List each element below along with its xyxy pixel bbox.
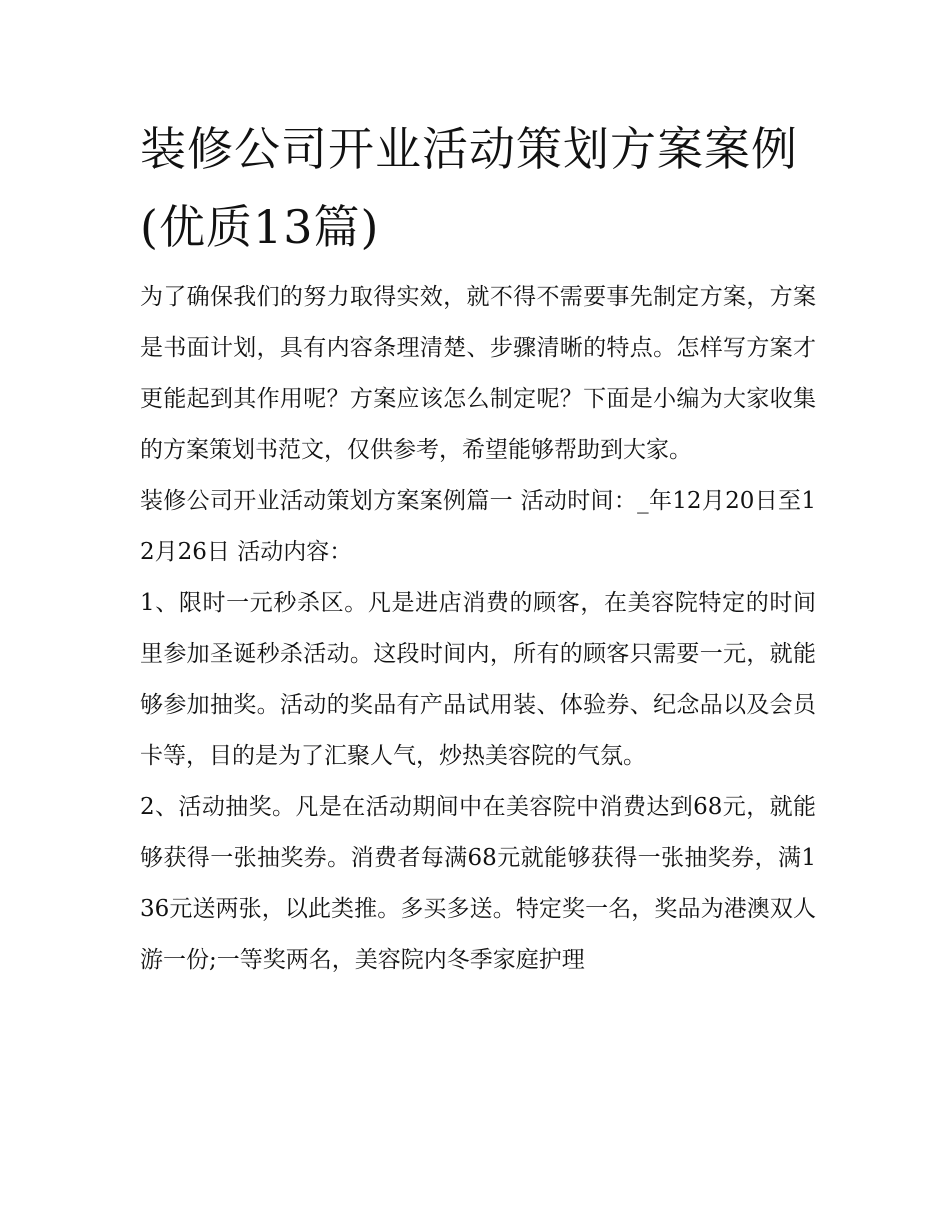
- document-body: [140, 110, 816, 986]
- document-title: 装修公司开业活动策划方案案例(优质13篇): [140, 122, 798, 254]
- intro-paragraph: 为了确保我们的努力取得实效，就不得不需要事先制定方案，方案是书面计划，具有内容条理清楚、步骤清晰的特点。怎样写方案才更能起到其作用呢？方案应该怎么制定呢？下面是小编为大家收集的方案策划书范文，仅供参考，希望能够帮助到大家。: [140, 284, 816, 463]
- activity-item-2: 2、活动抽奖。凡是在活动期间中在美容院中消费达到68元，就能够获得一张抽奖券。消费者每满68元就能够获得一张抽奖券，满136元送两张，以此类推。多买多送。特定奖一名，奖品为港澳双人游一份;一等奖两名，美容院内冬季家庭护理: [140, 794, 816, 973]
- activity-item-1: 1、限时一元秒杀区。凡是进店消费的顾客，在美容院特定的时间里参加圣诞秒杀活动。这段时间内，所有的顾客只需要一元，就能够参加抽奖。活动的奖品有产品试用装、体验券、纪念品以及会员卡等，目的是为了汇聚人气，炒热美容院的气氛。: [140, 590, 816, 769]
- section-heading-paragraph: 装修公司开业活动策划方案案例篇一 活动时间：_年12月20日至12月26日 活动内容：: [140, 488, 816, 565]
